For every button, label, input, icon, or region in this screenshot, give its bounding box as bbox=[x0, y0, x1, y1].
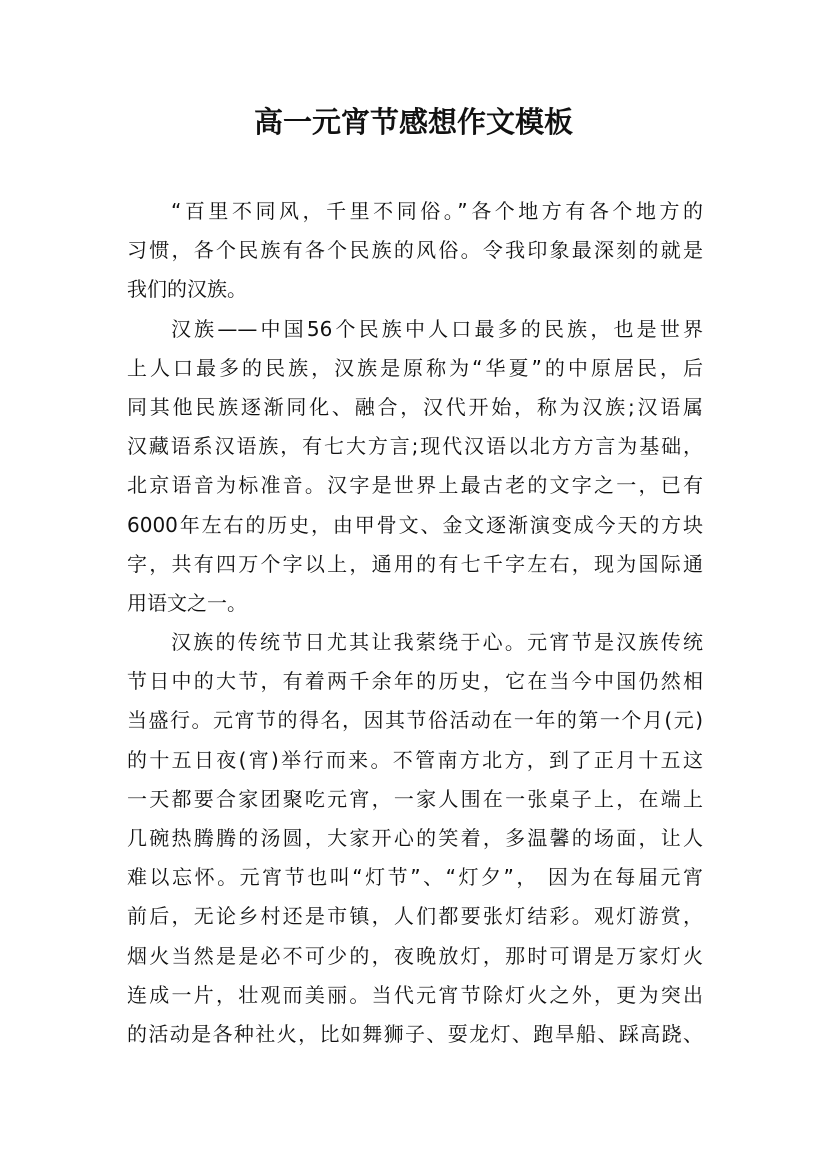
text-line: 节日中的大节，有着两千余年的历史，它在当今中国仍然相 bbox=[127, 669, 703, 694]
text-line: 难以忘怀。元宵节也叫“灯节”、“灯夕”， 因为在每届元宵 bbox=[127, 865, 703, 890]
text-line: 上人口最多的民族，汉族是原称为“华夏”的中原居民，后 bbox=[127, 355, 703, 380]
text-line: 汉族——中国56个民族中人口最多的民族，也是世界 bbox=[171, 316, 703, 341]
text-line: 汉族的传统节日尤其让我萦绕于心。元宵节是汉族传统 bbox=[171, 630, 703, 655]
text-line: 几碗热腾腾的汤圆，大家开心的笑着，多温馨的场面，让人 bbox=[127, 826, 703, 850]
text-line: 连成一片，壮观而美丽。当代元宵节除灯火之外，更为突出 bbox=[127, 982, 703, 1007]
text-line: 用语文之一。 bbox=[127, 590, 247, 615]
text-line: 北京语音为标准音。汉字是世界上最古老的文字之一，已有 bbox=[127, 473, 703, 498]
text-line: 我们的汉族。 bbox=[127, 277, 247, 302]
text-line: 当盛行。元宵节的得名，因其节俗活动在一年的第一个月(元) bbox=[127, 708, 703, 733]
text-line: 6000年左右的历史，由甲骨文、金文逐渐演变成今天的方块 bbox=[127, 512, 703, 537]
text-line: 的活动是各种社火，比如舞狮子、耍龙灯、跑旱船、踩高跷、 bbox=[127, 1021, 703, 1046]
text-line: 汉藏语系汉语族，有七大方言;现代汉语以北方方言为基础， bbox=[127, 434, 703, 459]
text-line: 习惯，各个民族有各个民族的风俗。令我印象最深刻的就是 bbox=[127, 238, 703, 263]
text-line: 同其他民族逐渐同化、融合，汉代开始，称为汉族;汉语属 bbox=[127, 394, 703, 419]
text-line: 的十五日夜(宵)举行而来。不管南方北方，到了正月十五这 bbox=[127, 747, 703, 772]
document-title: 高一元宵节感想作文模板 bbox=[253, 105, 573, 139]
text-line: 一天都要合家团聚吃元宵，一家人围在一张桌子上，在端上 bbox=[127, 786, 703, 811]
text-line: 前后，无论乡村还是市镇，人们都要张灯结彩。观灯游赏， bbox=[127, 904, 703, 929]
text-line: 烟火当然是是必不可少的，夜晚放灯，那时可谓是万家灯火 bbox=[127, 943, 703, 968]
text-line: 字，共有四万个字以上，通用的有七千字左右，现为国际通 bbox=[127, 551, 703, 576]
document-body bbox=[127, 192, 703, 1054]
text-line: “百里不同风，千里不同俗。”各个地方有各个地方的 bbox=[171, 199, 703, 223]
